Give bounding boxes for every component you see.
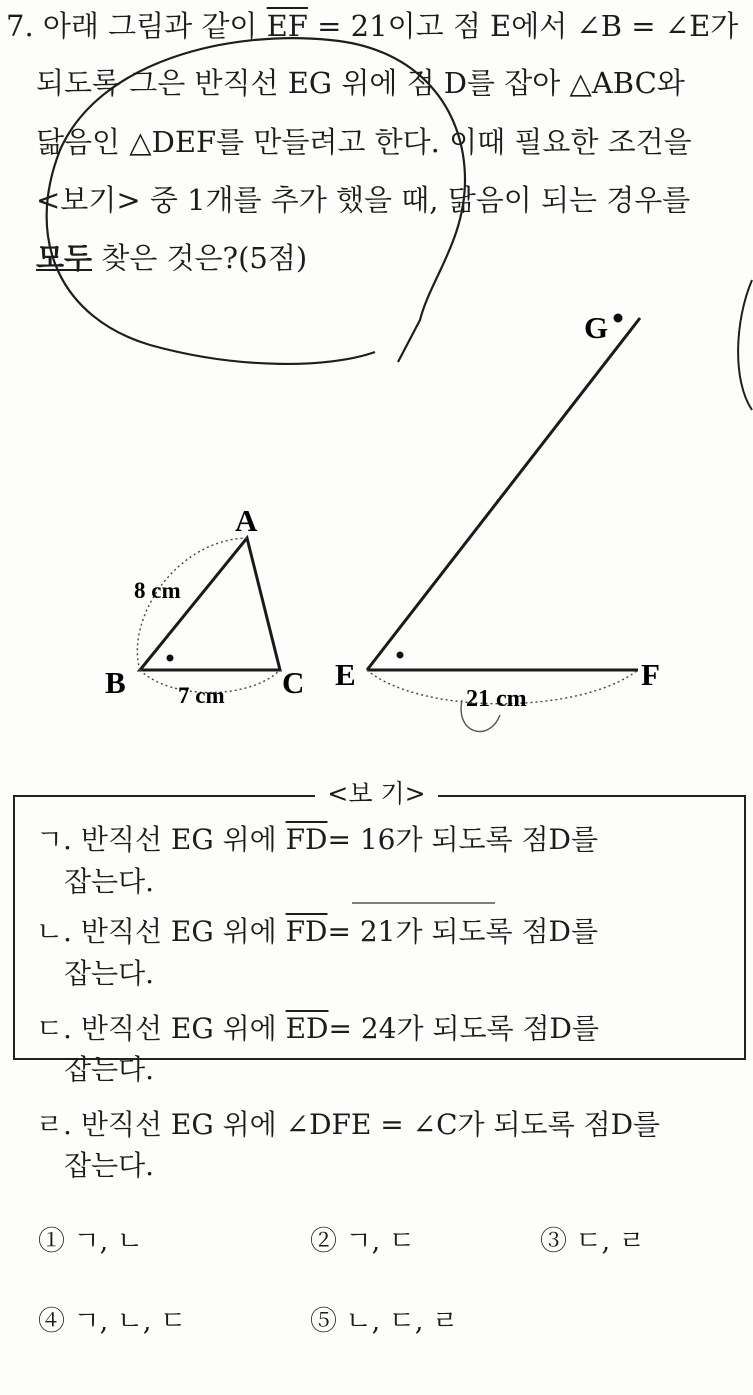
option-segment: $\overline{FD}$ bbox=[285, 823, 328, 856]
emphasis-all: 모두 bbox=[36, 241, 93, 275]
option-marker: ㄴ. bbox=[36, 915, 72, 948]
question-line-2: 되도록 그은 반직선 EG 위에 점 D를 잡아 △ABC와 bbox=[36, 66, 685, 100]
option-segment: $\overline{FD}$ bbox=[285, 915, 328, 948]
question-prefix: 7. 아래 그림과 같이 bbox=[6, 9, 267, 43]
option-text-post: = 16가 되도록 점D를 bbox=[327, 823, 599, 856]
option-text-post: = 21가 되도록 점D를 bbox=[327, 915, 599, 948]
length-bc: 7 cm bbox=[178, 683, 225, 708]
option-marker: ㄹ. bbox=[36, 1108, 72, 1141]
option-nieun-cont: 잡는다. bbox=[64, 957, 155, 990]
bogi-title: <보 기> bbox=[0, 777, 753, 811]
question-line-4: <보기> 중 1개를 추가 했을 때, 닮음이 되는 경우를 bbox=[36, 183, 691, 217]
length-ef: 21 cm bbox=[466, 686, 527, 712]
option-text-post: = 24가 되도록 점D를 bbox=[328, 1012, 600, 1045]
label-e: E bbox=[335, 657, 356, 692]
option-text-pre: 반직선 EG 위에 bbox=[71, 823, 286, 856]
choice-3[interactable]: ③ ㄷ, ㄹ bbox=[540, 1226, 645, 1257]
label-g: G bbox=[584, 310, 609, 345]
question-line-3: 닮음인 △DEF를 만들려고 한다. 이때 필요한 조건을 bbox=[36, 125, 692, 159]
question-suffix: = 21이고 점 E에서 ∠B = ∠E가 bbox=[307, 9, 739, 43]
choice-1[interactable]: ① ㄱ, ㄴ bbox=[38, 1226, 143, 1257]
option-text-pre: 반직선 EG 위에 bbox=[71, 915, 286, 948]
choice-2[interactable]: ② ㄱ, ㄷ bbox=[310, 1226, 415, 1257]
option-text-pre: 반직선 EG 위에 bbox=[71, 1012, 286, 1045]
option-marker: ㄱ. bbox=[36, 823, 72, 856]
length-ab: 8 cm bbox=[134, 578, 181, 603]
choice-5[interactable]: ⑤ ㄴ, ㄷ, ㄹ bbox=[310, 1306, 459, 1337]
label-b: B bbox=[105, 665, 126, 700]
label-c: C bbox=[282, 665, 305, 700]
option-nieun bbox=[36, 912, 598, 952]
option-text-pre: 반직선 EG 위에 ∠DFE = ∠C가 되도록 점D를 bbox=[71, 1108, 661, 1141]
label-f: F bbox=[641, 657, 660, 692]
choice-4[interactable]: ④ ㄱ, ㄴ, ㄷ bbox=[38, 1306, 187, 1337]
option-rieul bbox=[36, 1105, 660, 1145]
option-marker: ㄷ. bbox=[36, 1012, 72, 1045]
option-rieul-cont: 잡는다. bbox=[64, 1149, 155, 1182]
label-a: A bbox=[235, 503, 258, 538]
option-digeut-cont: 잡는다. bbox=[64, 1053, 155, 1086]
option-digeut bbox=[36, 1009, 599, 1049]
question-line-5-rest: 찾은 것은?(5점) bbox=[92, 241, 308, 275]
segment-ef: $\overline{EF}$ bbox=[266, 9, 308, 43]
option-giyeok-cont: 잡는다. bbox=[64, 865, 155, 898]
option-segment: $\overline{ED}$ bbox=[285, 1012, 329, 1045]
